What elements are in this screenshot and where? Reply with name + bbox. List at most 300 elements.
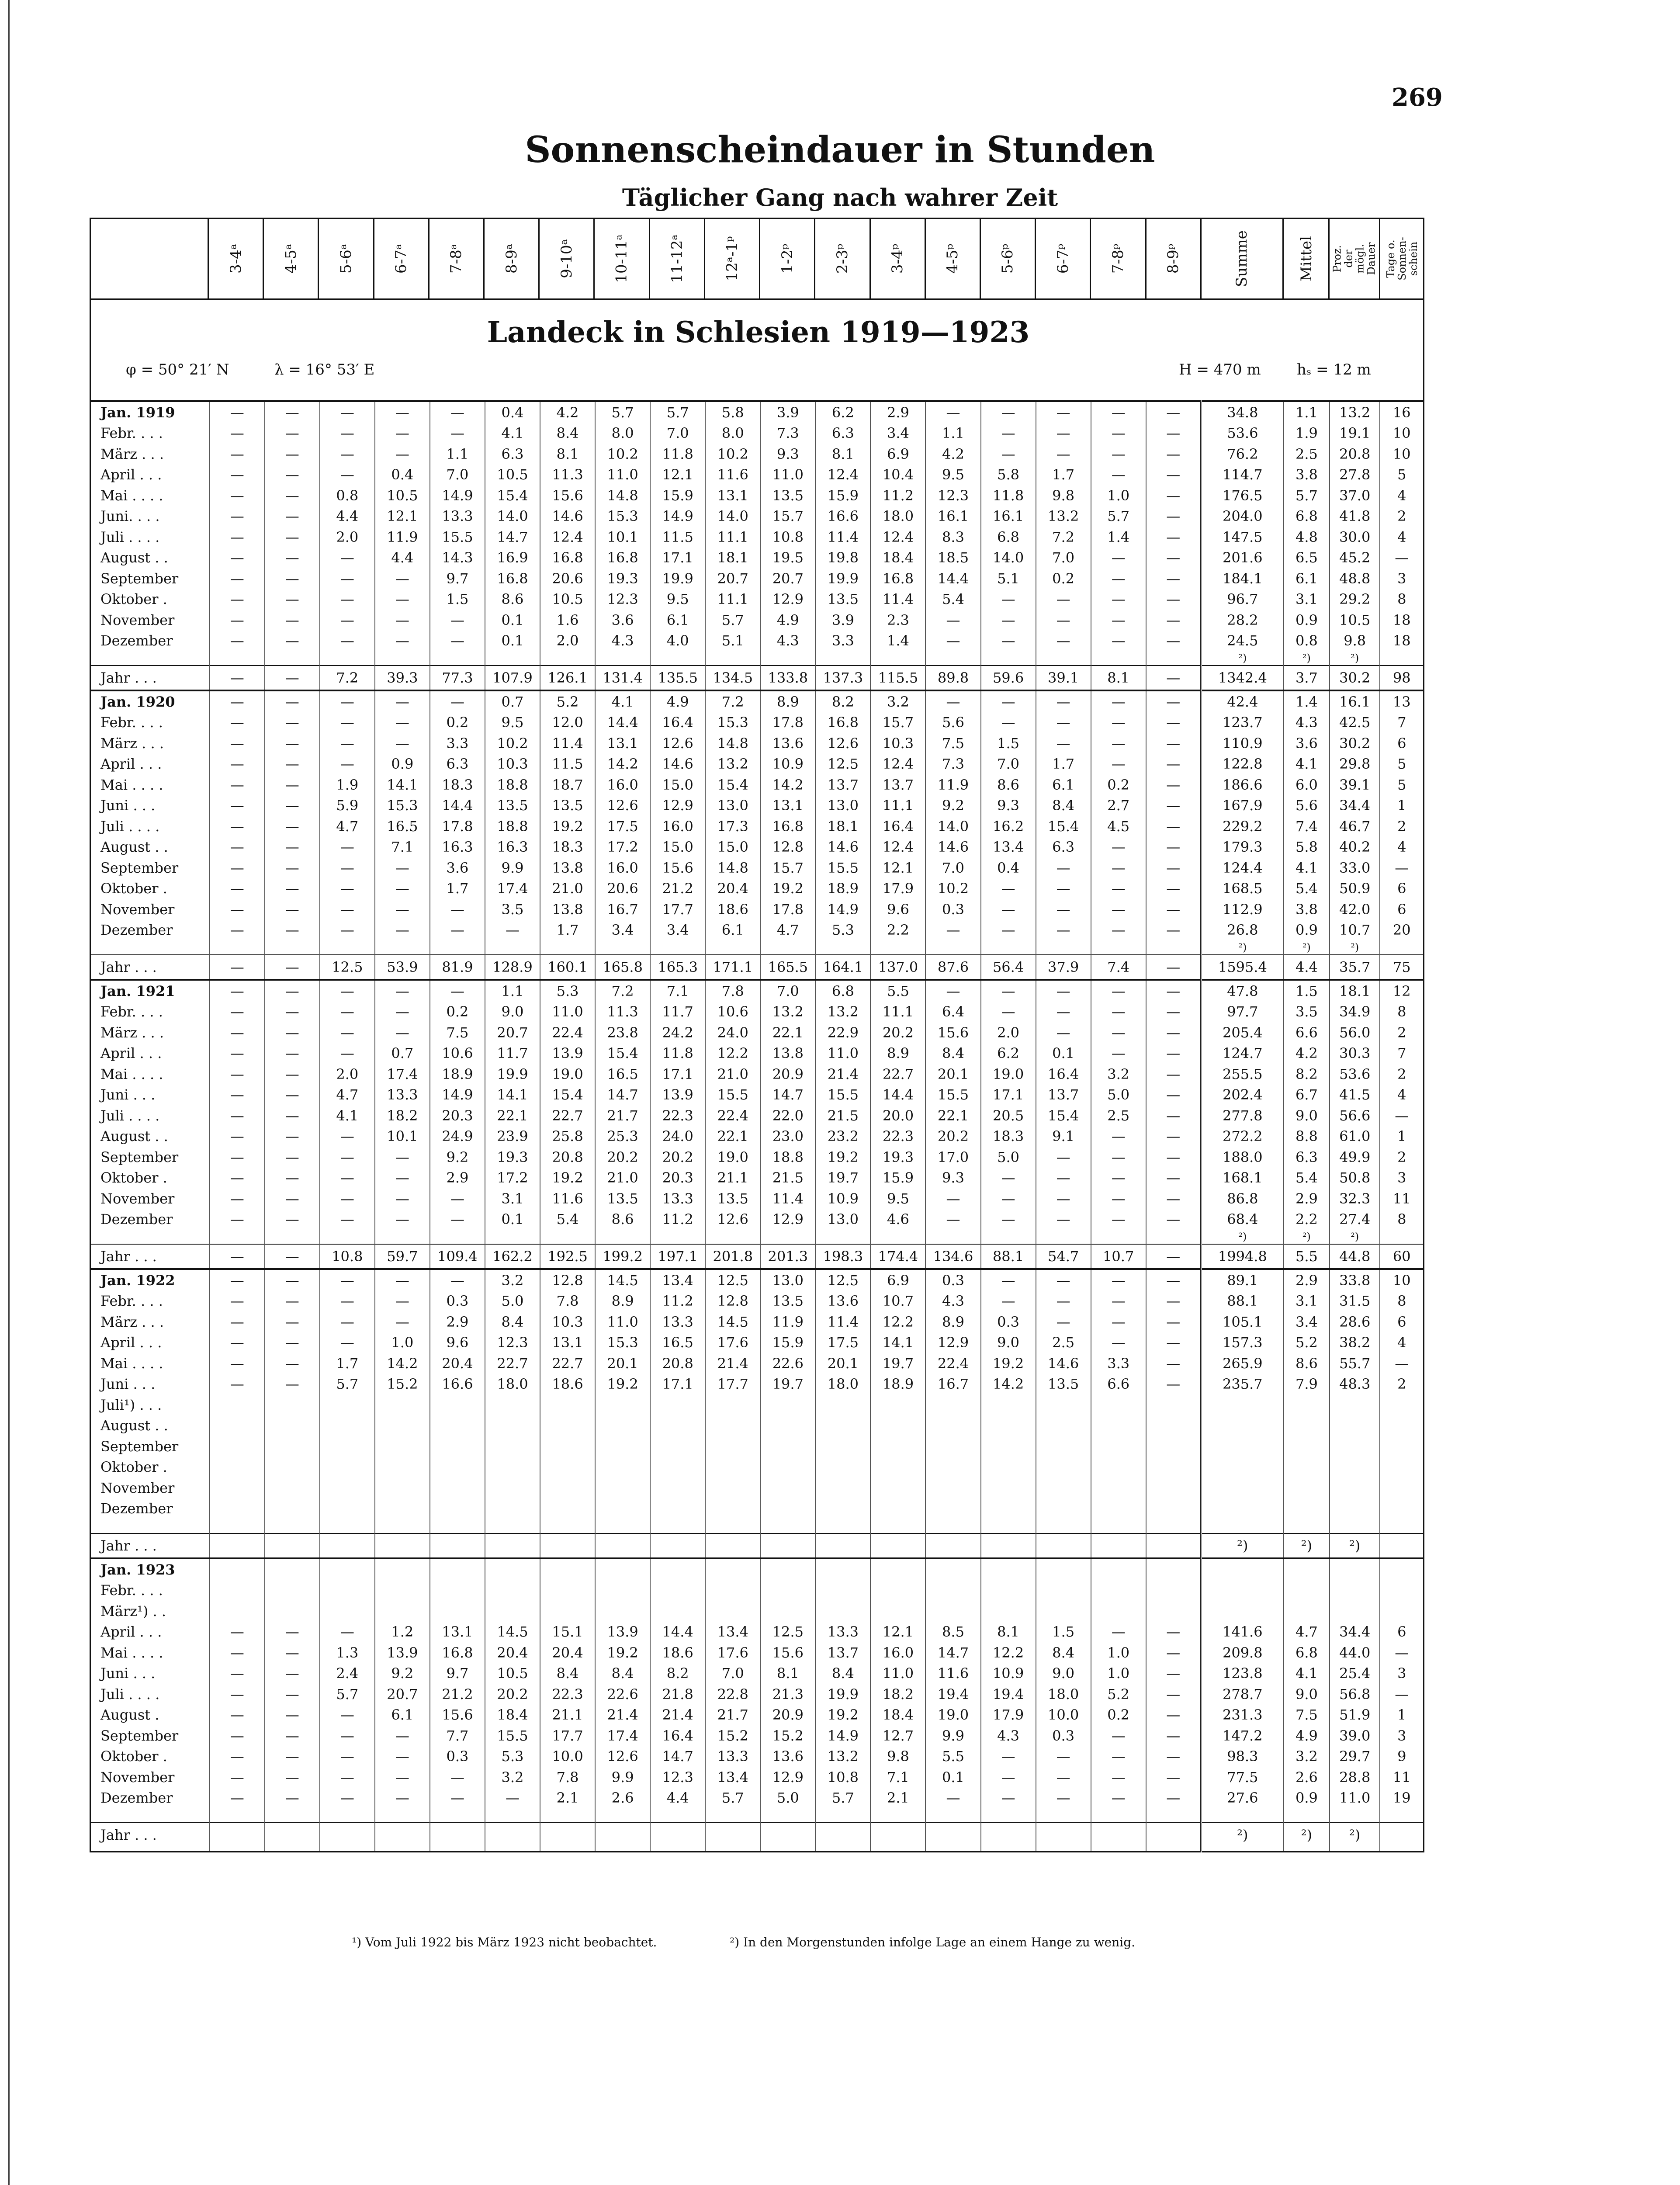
table-cell: 21.3	[760, 1684, 815, 1705]
table-row	[90, 1684, 1424, 1705]
table-cell: 19.3	[595, 568, 650, 589]
table-row	[90, 1311, 1424, 1332]
month-label: Juli¹) . . .	[90, 1394, 210, 1415]
month-label: November	[90, 1477, 210, 1498]
table-cell: 30.0	[1330, 527, 1380, 548]
table-cell: —	[210, 527, 265, 548]
table-cell: —	[1091, 401, 1146, 423]
column-header	[208, 218, 263, 299]
table-cell: 2.6	[1284, 1767, 1330, 1788]
table-cell: 5.7	[320, 1684, 375, 1705]
table-cell: 10	[1380, 1269, 1424, 1291]
table-cell: 12.5	[705, 1269, 760, 1291]
table-cell: 3.6	[1284, 733, 1330, 754]
table-cell: 12.8	[705, 1291, 760, 1312]
table-cell: —	[1146, 589, 1201, 610]
table-cell: 1.7	[430, 878, 485, 899]
table-cell: 12.9	[760, 589, 815, 610]
table-cell: 277.8	[1201, 1105, 1284, 1126]
table-cell: 16.1	[925, 506, 980, 527]
table-cell: 14.8	[705, 733, 760, 754]
year-total-cell	[815, 1823, 870, 1847]
table-cell: 13.3	[650, 1188, 705, 1209]
month-label: Jan. 1919	[90, 401, 210, 423]
column-header-label: 7-8ᵖ	[1109, 243, 1127, 274]
table-cell: 12.3	[595, 589, 650, 610]
column-header	[760, 218, 815, 299]
footnote-marker	[650, 1808, 705, 1823]
table-cell: 9.7	[430, 568, 485, 589]
table-cell	[540, 1477, 595, 1498]
table-cell: 6.8	[1284, 506, 1330, 527]
table-cell: —	[265, 1147, 320, 1168]
table-cell: 110.9	[1201, 733, 1284, 754]
year-total-cell	[210, 1533, 265, 1558]
table-cell	[870, 1558, 925, 1580]
column-header-label: 3-4ᵃ	[227, 244, 245, 274]
footnote-marker	[1146, 1519, 1201, 1533]
table-cell: 3.2	[1091, 1064, 1146, 1085]
table-cell: 0.2	[1036, 568, 1091, 589]
table-cell	[1380, 1394, 1424, 1415]
footnote-marker	[1330, 1519, 1380, 1533]
table-cell: 10.3	[870, 733, 925, 754]
footnote-marker	[1146, 651, 1201, 666]
table-cell: 23.8	[595, 1022, 650, 1043]
footnote-marker-label	[90, 1808, 210, 1823]
table-cell	[540, 1436, 595, 1457]
footnote-marker-row	[90, 940, 1424, 955]
table-cell: 3.4	[870, 423, 925, 444]
table-cell: 5.0	[981, 1147, 1036, 1168]
year-total-cell: ²)	[1201, 1533, 1284, 1558]
table-cell: —	[1146, 1642, 1201, 1663]
table-cell: —	[265, 610, 320, 631]
table-row	[90, 1002, 1424, 1023]
table-cell: 3.6	[595, 610, 650, 631]
table-cell: 5.1	[981, 568, 1036, 589]
table-cell: —	[1036, 444, 1091, 465]
table-cell: —	[210, 795, 265, 816]
table-cell	[265, 1457, 320, 1478]
table-bottom-cell	[1091, 1847, 1146, 1852]
column-header	[870, 218, 925, 299]
table-cell: 16.8	[815, 712, 870, 733]
table-cell: 40.2	[1330, 837, 1380, 858]
table-cell: 19.9	[815, 1684, 870, 1705]
table-cell: 4.3	[760, 631, 815, 652]
table-cell: 15.6	[925, 1022, 980, 1043]
table-cell	[320, 1477, 375, 1498]
table-cell: 22.3	[650, 1105, 705, 1126]
year-total-cell	[1146, 1533, 1201, 1558]
table-cell: —	[1146, 878, 1201, 899]
table-cell: —	[320, 1332, 375, 1353]
table-cell: 13.2	[705, 754, 760, 775]
table-cell: 12.4	[870, 837, 925, 858]
table-cell: —	[210, 1291, 265, 1312]
table-cell: —	[1146, 1767, 1201, 1788]
table-cell: —	[210, 1043, 265, 1064]
table-cell: 7	[1380, 712, 1424, 733]
year-total-cell: 201.3	[760, 1244, 815, 1269]
footnote-marker	[1380, 940, 1424, 955]
table-cell: 184.1	[1201, 568, 1284, 589]
table-cell: —	[925, 690, 980, 712]
table-cell: 19.2	[540, 1168, 595, 1189]
table-cell: 18.0	[1036, 1684, 1091, 1705]
table-cell: 19.3	[870, 1147, 925, 1168]
table-cell: 124.4	[1201, 857, 1284, 878]
table-cell: 124.7	[1201, 1043, 1284, 1064]
table-cell: 7.8	[540, 1767, 595, 1788]
table-cell: 14.0	[981, 548, 1036, 569]
table-cell: 12.2	[705, 1043, 760, 1064]
table-cell: —	[1036, 1767, 1091, 1788]
table-cell	[1330, 1498, 1380, 1519]
table-cell: 34.4	[1330, 1622, 1380, 1643]
table-cell: 11.8	[650, 1043, 705, 1064]
footnote-marker	[375, 651, 430, 666]
table-cell: —	[320, 444, 375, 465]
table-cell: 50.8	[1330, 1168, 1380, 1189]
table-cell: 7.2	[595, 980, 650, 1002]
table-cell: —	[210, 1746, 265, 1767]
column-header-label: 5-6ᵖ	[999, 243, 1017, 274]
footnote-marker	[1146, 940, 1201, 955]
table-cell: 5.7	[595, 401, 650, 423]
table-bottom-cell	[540, 1847, 595, 1852]
table-cell: 18.3	[540, 837, 595, 858]
table-cell: —	[375, 1168, 430, 1189]
column-header	[980, 218, 1035, 299]
table-cell: 14.4	[925, 568, 980, 589]
table-cell: —	[210, 465, 265, 486]
table-cell: 15.9	[815, 485, 870, 506]
table-cell: 13.2	[815, 1746, 870, 1767]
column-header-label: 8-9ᵖ	[1164, 243, 1182, 274]
year-total-label: Jahr . . .	[90, 955, 210, 980]
table-cell: —	[210, 1147, 265, 1168]
table-cell: 2	[1380, 1022, 1424, 1043]
table-cell: —	[1146, 1147, 1201, 1168]
table-cell	[1284, 1394, 1330, 1415]
table-cell	[705, 1415, 760, 1436]
table-cell: 10.5	[485, 1663, 540, 1684]
table-cell: 14.7	[485, 527, 540, 548]
table-cell: 0.1	[485, 610, 540, 631]
table-cell: —	[1091, 1147, 1146, 1168]
table-cell: 22.8	[705, 1684, 760, 1705]
year-total-cell: 4.4	[1284, 955, 1330, 980]
table-cell: —	[320, 1767, 375, 1788]
table-cell: —	[1146, 1663, 1201, 1684]
table-cell: 0.9	[1284, 920, 1330, 941]
month-label: April . . .	[90, 465, 210, 486]
footnote-marker: ²)	[1284, 651, 1330, 666]
table-cell: —	[375, 423, 430, 444]
table-cell	[650, 1498, 705, 1519]
footnote-marker	[925, 651, 980, 666]
footnote-marker	[1091, 1519, 1146, 1533]
table-cell	[1330, 1436, 1380, 1457]
table-cell: 4.4	[375, 548, 430, 569]
table-cell: 22.0	[760, 1105, 815, 1126]
month-label: November	[90, 1767, 210, 1788]
table-cell	[760, 1558, 815, 1580]
table-cell: 11.5	[650, 527, 705, 548]
table-cell: 8.1	[760, 1663, 815, 1684]
table-cell: —	[265, 1642, 320, 1663]
table-cell: 4	[1380, 837, 1424, 858]
year-total-cell: 162.2	[485, 1244, 540, 1269]
table-cell: 14.4	[870, 1085, 925, 1106]
table-cell: 9.5	[870, 1188, 925, 1209]
table-cell: —	[375, 401, 430, 423]
table-cell	[320, 1457, 375, 1478]
table-cell: 7.0	[430, 465, 485, 486]
month-label: April . . .	[90, 1622, 210, 1643]
table-cell: —	[320, 1725, 375, 1746]
table-row	[90, 610, 1424, 631]
table-cell: 17.2	[485, 1168, 540, 1189]
table-cell: 13.4	[705, 1767, 760, 1788]
table-cell: —	[1146, 423, 1201, 444]
table-cell	[925, 1558, 980, 1580]
table-cell	[1201, 1394, 1284, 1415]
table-cell: 41.8	[1330, 506, 1380, 527]
month-label: Febr. . . .	[90, 423, 210, 444]
table-cell	[210, 1415, 265, 1436]
table-cell: 6.3	[815, 423, 870, 444]
footnote-marker	[705, 1808, 760, 1823]
table-cell: 6.5	[1284, 548, 1330, 569]
table-cell: 14.6	[540, 506, 595, 527]
table-cell	[1380, 1601, 1424, 1622]
table-cell: —	[375, 733, 430, 754]
table-cell: 20.7	[705, 568, 760, 589]
table-bottom-cell	[925, 1847, 980, 1852]
footnote-marker	[1284, 1808, 1330, 1823]
footnote-marker	[595, 1808, 650, 1823]
table-cell	[595, 1558, 650, 1580]
table-cell: 20.2	[485, 1684, 540, 1705]
table-cell: —	[981, 1188, 1036, 1209]
year-total-cell: 126.1	[540, 666, 595, 690]
table-cell: 18.2	[870, 1684, 925, 1705]
table-cell: —	[1091, 1788, 1146, 1809]
table-cell: 123.7	[1201, 712, 1284, 733]
table-cell: 12.4	[870, 527, 925, 548]
table-cell: —	[1146, 795, 1201, 816]
table-cell: 16.4	[650, 712, 705, 733]
table-cell: —	[1091, 899, 1146, 920]
table-cell: 8.8	[1284, 1126, 1330, 1147]
table-cell: 13.1	[540, 1332, 595, 1353]
column-header	[1091, 218, 1146, 299]
table-cell: 23.2	[815, 1126, 870, 1147]
table-cell: 3.2	[870, 690, 925, 712]
footnote-marker-row	[90, 1230, 1424, 1244]
table-cell: 15.6	[430, 1705, 485, 1726]
table-cell: 17.7	[705, 1374, 760, 1395]
table-cell: 2.9	[430, 1311, 485, 1332]
table-cell: —	[265, 1209, 320, 1230]
table-cell: 22.3	[870, 1126, 925, 1147]
table-cell: 10.3	[485, 754, 540, 775]
table-row	[90, 1147, 1424, 1168]
table-cell: —	[265, 878, 320, 899]
table-cell: 12.0	[540, 712, 595, 733]
table-cell	[320, 1498, 375, 1519]
year-total-cell	[540, 1823, 595, 1847]
table-cell	[320, 1601, 375, 1622]
table-cell: 13.3	[650, 1311, 705, 1332]
table-cell: —	[320, 1147, 375, 1168]
table-cell: 18.1	[1330, 980, 1380, 1002]
year-total-cell: —	[210, 955, 265, 980]
table-cell: —	[1146, 754, 1201, 775]
table-cell: —	[320, 631, 375, 652]
table-cell: 25.8	[540, 1126, 595, 1147]
table-cell: 3	[1380, 1168, 1424, 1189]
table-cell: 27.4	[1330, 1209, 1380, 1230]
table-cell: —	[1146, 899, 1201, 920]
table-cell: —	[1091, 1291, 1146, 1312]
table-cell: 68.4	[1201, 1209, 1284, 1230]
table-cell	[540, 1415, 595, 1436]
table-cell: —	[375, 1291, 430, 1312]
table-cell: 6.9	[870, 444, 925, 465]
table-cell: 4.9	[1284, 1725, 1330, 1746]
table-cell: 20.8	[540, 1147, 595, 1168]
table-cell: —	[925, 980, 980, 1002]
footnote-marker	[1036, 940, 1091, 955]
table-cell: 18.0	[870, 506, 925, 527]
table-row	[90, 712, 1424, 733]
table-cell: —	[210, 485, 265, 506]
table-cell: —	[1146, 1022, 1201, 1043]
table-cell	[760, 1477, 815, 1498]
table-cell	[430, 1498, 485, 1519]
year-total-cell: 135.5	[650, 666, 705, 690]
table-cell: 13.0	[760, 1269, 815, 1291]
table-cell	[1380, 1477, 1424, 1498]
table-cell	[981, 1601, 1036, 1622]
header-corner	[90, 218, 208, 299]
table-cell: 8.2	[1284, 1064, 1330, 1085]
table-cell	[265, 1558, 320, 1580]
year-total-row	[90, 1533, 1424, 1558]
year-total-label: Jahr . . .	[90, 1533, 210, 1558]
table-bottom-cell	[1330, 1847, 1380, 1852]
table-cell	[1091, 1436, 1146, 1457]
year-total-cell	[870, 1533, 925, 1558]
year-total-cell: —	[210, 1244, 265, 1269]
table-cell: —	[265, 423, 320, 444]
table-cell: —	[1091, 920, 1146, 941]
table-cell: —	[1091, 1767, 1146, 1788]
table-cell: 13.0	[705, 795, 760, 816]
table-cell: 15.5	[815, 857, 870, 878]
table-cell	[210, 1457, 265, 1478]
table-cell: 42.4	[1201, 690, 1284, 712]
year-total-cell: 53.9	[375, 955, 430, 980]
table-cell: 8.0	[595, 423, 650, 444]
footnote-marker	[1036, 651, 1091, 666]
month-label: Dezember	[90, 920, 210, 941]
table-cell: 16.0	[595, 857, 650, 878]
table-cell: 11	[1380, 1188, 1424, 1209]
table-row	[90, 589, 1424, 610]
year-total-cell: 198.3	[815, 1244, 870, 1269]
table-row	[90, 1064, 1424, 1085]
table-cell: 10.4	[870, 465, 925, 486]
table-cell	[265, 1580, 320, 1601]
column-header-label: 8-9ᵃ	[502, 244, 520, 274]
table-cell: 11.1	[705, 589, 760, 610]
table-row	[90, 857, 1424, 878]
table-cell: 188.0	[1201, 1147, 1284, 1168]
table-cell	[1380, 1457, 1424, 1478]
table-cell: 2.5	[1036, 1332, 1091, 1353]
column-header-label: 3-4ᵖ	[889, 243, 907, 274]
table-row	[90, 1705, 1424, 1726]
table-cell: —	[1146, 980, 1201, 1002]
year-total-cell: 30.2	[1330, 666, 1380, 690]
table-cell	[760, 1498, 815, 1519]
table-cell: —	[1036, 1269, 1091, 1291]
table-cell: —	[265, 401, 320, 423]
table-cell: 12.8	[760, 837, 815, 858]
footnote-marker	[815, 940, 870, 955]
table-cell: 18.4	[870, 1705, 925, 1726]
table-cell: 14.0	[485, 506, 540, 527]
year-total-label: Jahr . . .	[90, 1244, 210, 1269]
table-cell: 14.4	[650, 1622, 705, 1643]
column-header	[1283, 218, 1329, 299]
table-cell: 13.9	[595, 1622, 650, 1643]
year-total-row	[90, 666, 1424, 690]
table-cell: —	[1091, 857, 1146, 878]
table-cell: 0.7	[375, 1043, 430, 1064]
table-cell: —	[1091, 1209, 1146, 1230]
table-row	[90, 401, 1424, 423]
table-cell: 19.9	[650, 568, 705, 589]
table-cell: 18.8	[760, 1147, 815, 1168]
table-cell: 5.7	[650, 401, 705, 423]
table-cell: 2.0	[320, 527, 375, 548]
month-label: Mai . . . .	[90, 485, 210, 506]
table-cell: 20.2	[925, 1126, 980, 1147]
table-cell: —	[265, 1269, 320, 1291]
table-cell: 6.8	[815, 980, 870, 1002]
table-cell: 9	[1380, 1746, 1424, 1767]
table-cell: —	[265, 712, 320, 733]
year-total-cell	[1036, 1823, 1091, 1847]
table-cell	[981, 1558, 1036, 1580]
table-cell: 12.6	[595, 1746, 650, 1767]
table-cell: 9.9	[595, 1767, 650, 1788]
table-cell: 46.7	[1330, 816, 1380, 837]
year-total-cell	[485, 1533, 540, 1558]
table-cell: —	[210, 1002, 265, 1023]
table-cell: 39.1	[1330, 774, 1380, 795]
table-cell: 5.3	[485, 1746, 540, 1767]
table-cell: 20.3	[650, 1168, 705, 1189]
table-cell: 147.5	[1201, 527, 1284, 548]
table-cell	[650, 1394, 705, 1415]
